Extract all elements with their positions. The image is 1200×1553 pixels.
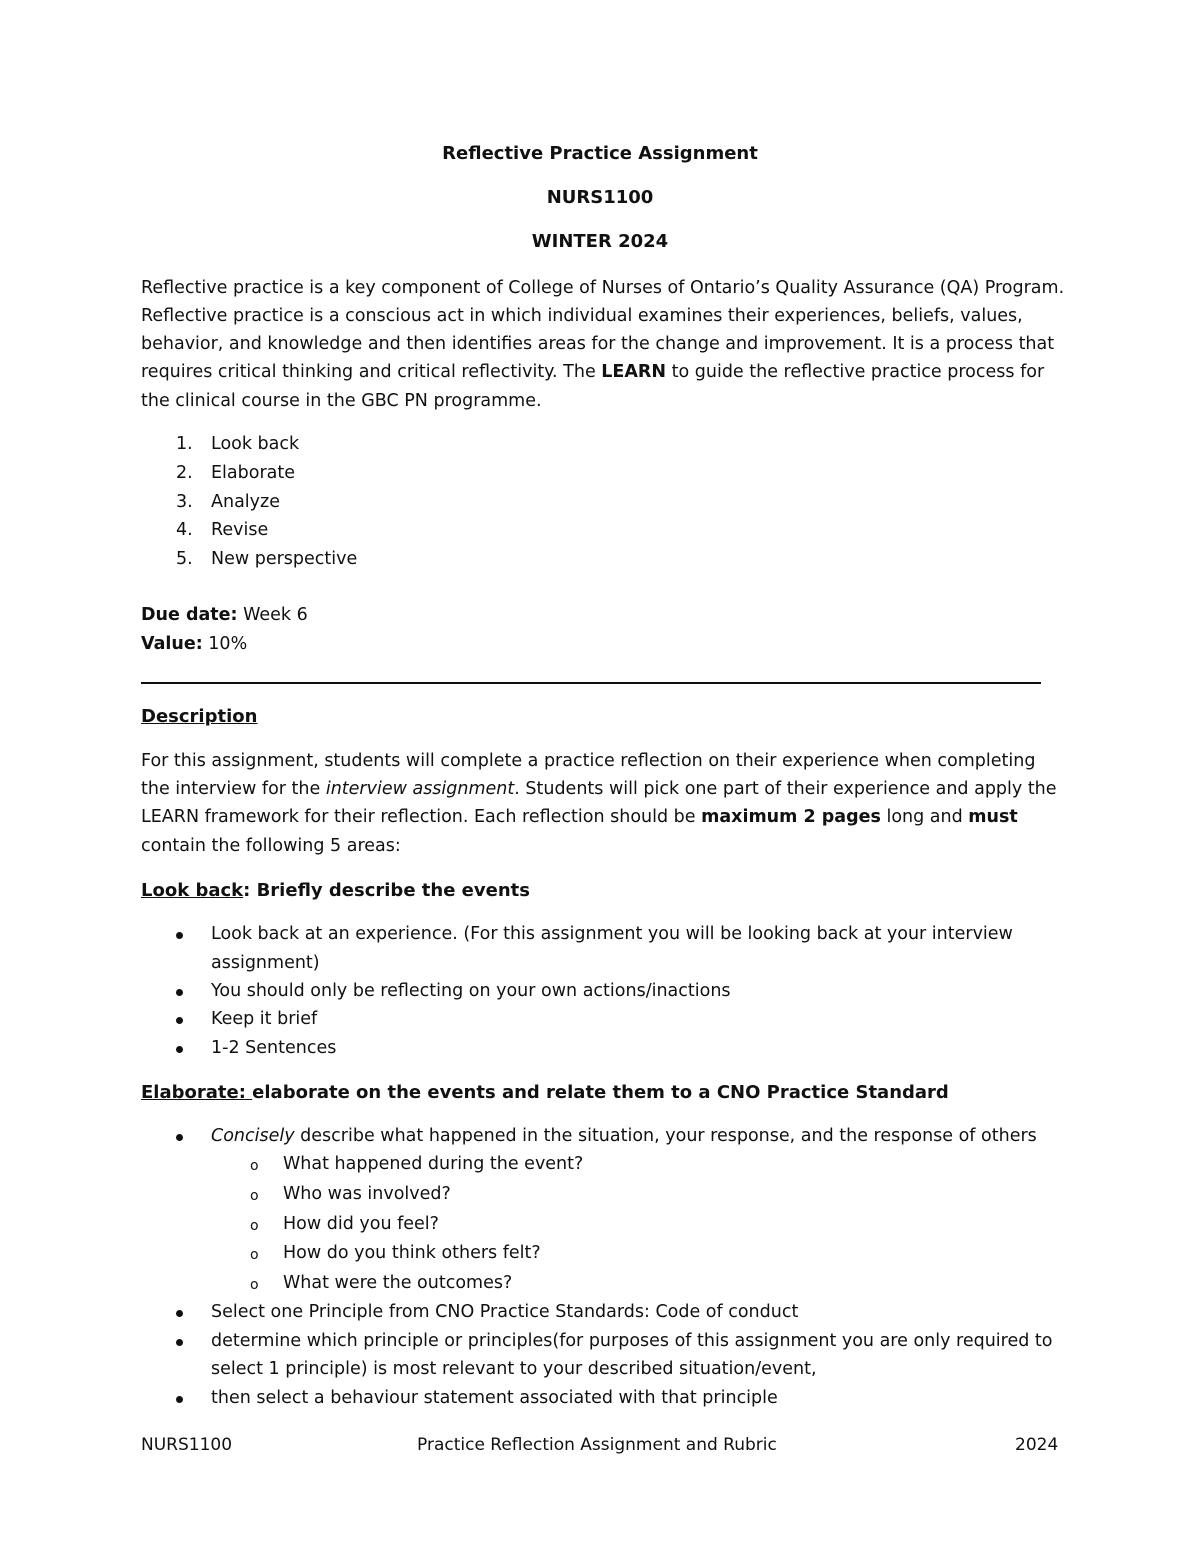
footer-left: NURS1100 <box>141 1435 233 1455</box>
description-line-3 <box>141 807 1018 827</box>
divider-rule <box>141 682 1041 684</box>
max-pages-emphasis: maximum 2 pages <box>701 807 881 827</box>
bullet-icon <box>176 1310 183 1317</box>
elaborate-bullet-2: Select one Principle from CNO Practice Standards: Code of conduct <box>211 1302 799 1322</box>
elaborate-bullet-3: determine which principle or principles(for purposes of this assignment you are only required to <box>211 1331 1053 1351</box>
elaborate-sub-item: How do you think others felt? <box>283 1243 541 1263</box>
list-number: 3. <box>176 492 193 512</box>
learn-step: Analyze <box>211 492 280 512</box>
look-back-heading <box>141 880 530 901</box>
footer-right: 2024 <box>1015 1435 1059 1455</box>
due-date-value: Week 6 <box>237 605 308 625</box>
document-title: Reflective Practice Assignment <box>442 143 758 164</box>
description-line-4: contain the following 5 areas: <box>141 836 401 856</box>
course-code: NURS1100 <box>546 187 654 208</box>
bullet-icon <box>176 1396 183 1403</box>
learn-step: Revise <box>211 520 269 540</box>
look-back-bullet-2: You should only be reflecting on your own actions/inactions <box>211 981 731 1001</box>
description-heading: Description <box>141 706 258 727</box>
description-text: long and <box>880 807 969 827</box>
elaborate-sub-item: What happened during the event? <box>283 1154 584 1174</box>
list-number: 2. <box>176 463 193 483</box>
intro-line-2: Reflective practice is a conscious act in which individual examines their experiences, beliefs, values, <box>141 306 1023 326</box>
concisely-emphasis: Concisely <box>211 1126 295 1146</box>
description-text: the interview for the <box>141 779 326 799</box>
learn-step: Elaborate <box>211 463 296 483</box>
circle-bullet-icon: o <box>250 1188 259 1204</box>
interview-assignment-emphasis: interview assignment <box>325 779 515 799</box>
learn-step: Look back <box>211 434 300 454</box>
due-date <box>141 605 308 625</box>
description-text: . Students will pick one part of their experience and apply the <box>514 779 1057 799</box>
value-label: Value: <box>141 634 203 654</box>
look-back-bullet-1-cont: assignment) <box>211 953 320 973</box>
intro-line-4 <box>141 362 1044 382</box>
grade-value <box>141 634 247 654</box>
description-text: LEARN framework for their reflection. Each reflection should be <box>141 807 702 827</box>
due-date-label: Due date: <box>141 605 238 625</box>
list-number: 4. <box>176 520 193 540</box>
elaborate-bullet-3-cont: select 1 principle) is most relevant to your described situation/event, <box>211 1359 817 1379</box>
look-back-bullet-4: 1-2 Sentences <box>211 1038 337 1058</box>
intro-line-5: the clinical course in the GBC PN programme. <box>141 391 542 411</box>
bullet-icon <box>176 932 183 939</box>
footer-center: Practice Reflection Assignment and Rubric <box>417 1435 777 1455</box>
look-back-heading-label: Look back <box>141 880 244 901</box>
circle-bullet-icon: o <box>250 1158 259 1174</box>
bullet-icon <box>176 1134 183 1141</box>
value-amount: 10% <box>202 634 248 654</box>
circle-bullet-icon: o <box>250 1218 259 1234</box>
bullet-icon <box>176 1017 183 1024</box>
list-number: 1. <box>176 434 193 454</box>
learn-emphasis: LEARN <box>601 362 667 382</box>
elaborate-sub-item: What were the outcomes? <box>283 1273 513 1293</box>
circle-bullet-icon: o <box>250 1277 259 1293</box>
intro-line-1: Reflective practice is a key component of College of Nurses of Ontario’s Quality Assurance (QA) Program. <box>141 278 1065 298</box>
elaborate-heading-text: elaborate on the events and relate them to a CNO Practice Standard <box>252 1082 949 1103</box>
elaborate-heading <box>141 1082 949 1103</box>
must-emphasis: must <box>968 807 1018 827</box>
learn-step: New perspective <box>211 549 358 569</box>
elaborate-bullet-1 <box>211 1126 1037 1146</box>
look-back-bullet-3: Keep it brief <box>211 1009 318 1029</box>
elaborate-sub-item: Who was involved? <box>283 1184 451 1204</box>
elaborate-heading-label: Elaborate: <box>141 1082 253 1103</box>
bullet-icon <box>176 1339 183 1346</box>
intro-text: to guide the reflective practice process for <box>666 362 1045 382</box>
description-line-2 <box>141 779 1057 799</box>
description-line-1: For this assignment, students will complete a practice reflection on their experience when completing <box>141 751 1036 771</box>
intro-line-3: behavior, and knowledge and then identifies areas for the change and improvement. It is a process that <box>141 334 1055 354</box>
bullet-icon <box>176 989 183 996</box>
elaborate-text: describe what happened in the situation, your response, and the response of others <box>294 1126 1037 1146</box>
look-back-bullet-1: Look back at an experience. (For this assignment you will be looking back at your interview <box>211 924 1013 944</box>
term: WINTER 2024 <box>531 231 669 252</box>
elaborate-sub-item: How did you feel? <box>283 1214 439 1234</box>
intro-text: requires critical thinking and critical reflectivity. The <box>141 362 602 382</box>
elaborate-bullet-4: then select a behaviour statement associated with that principle <box>211 1388 778 1408</box>
bullet-icon <box>176 1046 183 1053</box>
list-number: 5. <box>176 549 193 569</box>
look-back-heading-text: : Briefly describe the events <box>243 880 530 901</box>
circle-bullet-icon: o <box>250 1247 259 1263</box>
